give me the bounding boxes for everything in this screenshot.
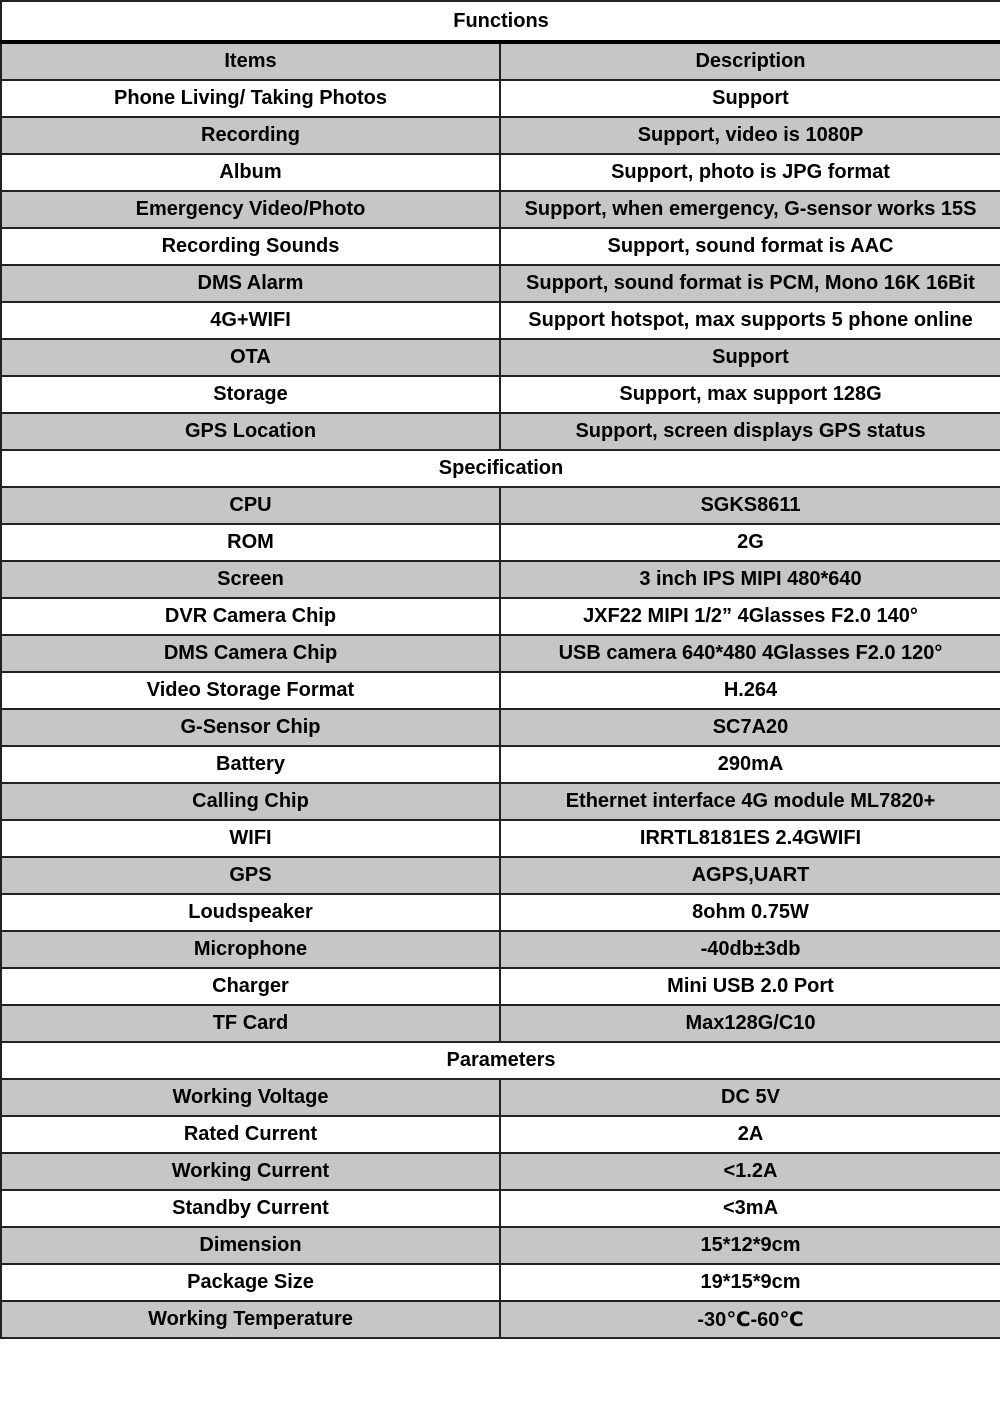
items-header: Items [1, 42, 500, 80]
table-row [1, 1264, 1000, 1301]
item-cell: Screen [1, 561, 500, 598]
description-cell: Max128G/C10 [500, 1005, 1000, 1042]
description-cell: Support, sound format is AAC [500, 228, 1000, 265]
table-row [1, 598, 1000, 635]
table-row [1, 80, 1000, 117]
description-header: Description [500, 42, 1000, 80]
item-cell: Calling Chip [1, 783, 500, 820]
item-cell: GPS Location [1, 413, 500, 450]
table-row [1, 376, 1000, 413]
description-cell: <3mA [500, 1190, 1000, 1227]
spec-table-body [1, 1, 1000, 1338]
description-cell: SC7A20 [500, 709, 1000, 746]
table-row [1, 1227, 1000, 1264]
item-cell: Video Storage Format [1, 672, 500, 709]
description-cell: SGKS8611 [500, 487, 1000, 524]
table-row [1, 931, 1000, 968]
table-row [1, 1116, 1000, 1153]
description-cell: 8ohm 0.75W [500, 894, 1000, 931]
item-cell: DMS Camera Chip [1, 635, 500, 672]
item-cell: WIFI [1, 820, 500, 857]
description-cell: 2A [500, 1116, 1000, 1153]
table-row [1, 672, 1000, 709]
table-row [1, 154, 1000, 191]
item-cell: Album [1, 154, 500, 191]
table-header-row [1, 42, 1000, 80]
item-cell: GPS [1, 857, 500, 894]
description-cell: -40db±3db [500, 931, 1000, 968]
table-row [1, 820, 1000, 857]
table-row [1, 302, 1000, 339]
table-row [1, 709, 1000, 746]
specification-title: Specification [1, 450, 1000, 487]
description-cell: Support, max support 128G [500, 376, 1000, 413]
table-row [1, 783, 1000, 820]
table-row [1, 487, 1000, 524]
table-row [1, 191, 1000, 228]
description-cell: Mini USB 2.0 Port [500, 968, 1000, 1005]
description-cell: -30℃-60℃ [500, 1301, 1000, 1338]
description-cell: Support, video is 1080P [500, 117, 1000, 154]
description-cell: <1.2A [500, 1153, 1000, 1190]
item-cell: Working Voltage [1, 1079, 500, 1116]
item-cell: DMS Alarm [1, 265, 500, 302]
item-cell: TF Card [1, 1005, 500, 1042]
item-cell: Recording Sounds [1, 228, 500, 265]
table-row [1, 1301, 1000, 1338]
item-cell: CPU [1, 487, 500, 524]
parameters-title: Parameters [1, 1042, 1000, 1079]
table-row [1, 894, 1000, 931]
specification-section-row [1, 450, 1000, 487]
table-row [1, 968, 1000, 1005]
table-row [1, 524, 1000, 561]
item-cell: Charger [1, 968, 500, 1005]
item-cell: Storage [1, 376, 500, 413]
description-cell: Support, screen displays GPS status [500, 413, 1000, 450]
item-cell: Dimension [1, 1227, 500, 1264]
functions-section-row [1, 1, 1000, 42]
description-cell: 15*12*9cm [500, 1227, 1000, 1264]
parameters-section-row [1, 1042, 1000, 1079]
item-cell: Battery [1, 746, 500, 783]
item-cell: Emergency Video/Photo [1, 191, 500, 228]
description-cell: Ethernet interface 4G module ML7820+ [500, 783, 1000, 820]
description-cell: Support [500, 339, 1000, 376]
description-cell: IRRTL8181ES 2.4GWIFI [500, 820, 1000, 857]
table-row [1, 1005, 1000, 1042]
table-row [1, 857, 1000, 894]
description-cell: 3 inch IPS MIPI 480*640 [500, 561, 1000, 598]
item-cell: Working Temperature [1, 1301, 500, 1338]
description-cell: DC 5V [500, 1079, 1000, 1116]
table-row [1, 228, 1000, 265]
description-cell: Support, photo is JPG format [500, 154, 1000, 191]
item-cell: Phone Living/ Taking Photos [1, 80, 500, 117]
item-cell: Microphone [1, 931, 500, 968]
table-row [1, 339, 1000, 376]
item-cell: Loudspeaker [1, 894, 500, 931]
table-row [1, 635, 1000, 672]
description-cell: 290mA [500, 746, 1000, 783]
table-row [1, 746, 1000, 783]
item-cell: Rated Current [1, 1116, 500, 1153]
item-cell: OTA [1, 339, 500, 376]
table-row [1, 413, 1000, 450]
description-cell: 19*15*9cm [500, 1264, 1000, 1301]
item-cell: DVR Camera Chip [1, 598, 500, 635]
table-row [1, 1190, 1000, 1227]
table-row [1, 561, 1000, 598]
functions-title: Functions [1, 1, 1000, 42]
description-cell: Support, when emergency, G-sensor works 15S [500, 191, 1000, 228]
description-cell: JXF22 MIPI 1/2” 4Glasses F2.0 140° [500, 598, 1000, 635]
description-cell: 2G [500, 524, 1000, 561]
description-cell: H.264 [500, 672, 1000, 709]
description-cell: Support hotspot, max supports 5 phone online [500, 302, 1000, 339]
item-cell: ROM [1, 524, 500, 561]
item-cell: 4G+WIFI [1, 302, 500, 339]
item-cell: G-Sensor Chip [1, 709, 500, 746]
table-row [1, 1153, 1000, 1190]
description-cell: AGPS,UART [500, 857, 1000, 894]
description-cell: USB camera 640*480 4Glasses F2.0 120° [500, 635, 1000, 672]
item-cell: Package Size [1, 1264, 500, 1301]
description-cell: Support [500, 80, 1000, 117]
item-cell: Working Current [1, 1153, 500, 1190]
item-cell: Standby Current [1, 1190, 500, 1227]
table-row [1, 117, 1000, 154]
item-cell: Recording [1, 117, 500, 154]
description-cell: Support, sound format is PCM, Mono 16K 16Bit [500, 265, 1000, 302]
table-row [1, 265, 1000, 302]
table-row [1, 1079, 1000, 1116]
